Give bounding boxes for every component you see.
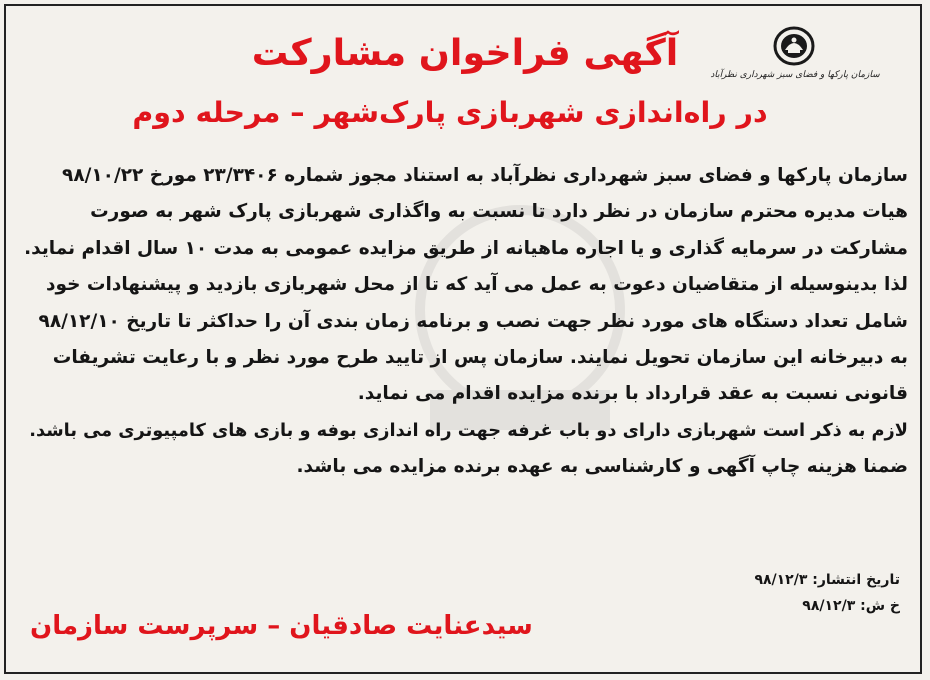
body-line: شامل تعداد دستگاه های مورد نظر جهت نصب و برنامه زمان بندی آن را حداکثر تا تاریخ ۹۸/۱۲/۱۰ (38, 310, 908, 332)
body-line: ضمنا هزینه چاپ آگهی و کارشناسی به عهده برنده مزایده می باشد. (296, 456, 908, 478)
publication-dates (754, 567, 900, 619)
ad-title-line-1: آگهی فراخوان مشارکت (251, 31, 679, 74)
ad-body (22, 158, 908, 486)
body-line: لازم به ذکر است شهربازی دارای دو باب غرفه جهت راه اندازی بوفه و بازی های کامپیوتری می باشد. (29, 420, 908, 441)
ad-title-line-2: در راه‌اندازی شهربازی پارک‌شهر – مرحله دوم (132, 96, 768, 129)
body-line: لذا بدینوسیله از متقاضیان دعوت به عمل می آید که تا از محل شهربازی بازدید و پیشنهادات خود (46, 274, 908, 296)
body-line: سازمان پارکها و فضای سبز شهرداری نظرآباد به استناد مجوز شماره ۲۳/۳۴۰۶ مورخ ۹۸/۱۰/۲۲ (62, 165, 908, 186)
publish-date: تاریخ انتشار: ۹۸/۱۲/۳ (754, 572, 900, 588)
signature-line: سیدعنایت صادقیان – سرپرست سازمان (30, 611, 533, 641)
body-line: هیات مدیره محترم سازمان در نظر دارد تا نسبت به واگذاری شهربازی پارک شهر به صورت (90, 201, 908, 223)
ad-header (0, 6, 930, 146)
organization-logo (710, 26, 880, 96)
kh-sh-date: خ ش: ۹۸/۱۲/۳ (802, 598, 900, 614)
body-line: قانونی نسبت به عقد قرارداد با برنده مزایده اقدام می نماید. (357, 383, 908, 405)
body-line: به دبیرخانه این سازمان تحویل نمایند. سازمان پس از تایید طرح مورد نظر و با رعایت تشریفات (52, 346, 908, 368)
municipality-emblem-icon (772, 26, 816, 66)
organization-name: سازمان پارکها و فضای سبز شهرداری نظرآباد (710, 70, 880, 80)
body-line: مشارکت در سرمایه گذاری و یا اجاره ماهیانه از طریق مزایده عمومی به مدت ۱۰ سال اقدام نماید. (24, 237, 908, 259)
